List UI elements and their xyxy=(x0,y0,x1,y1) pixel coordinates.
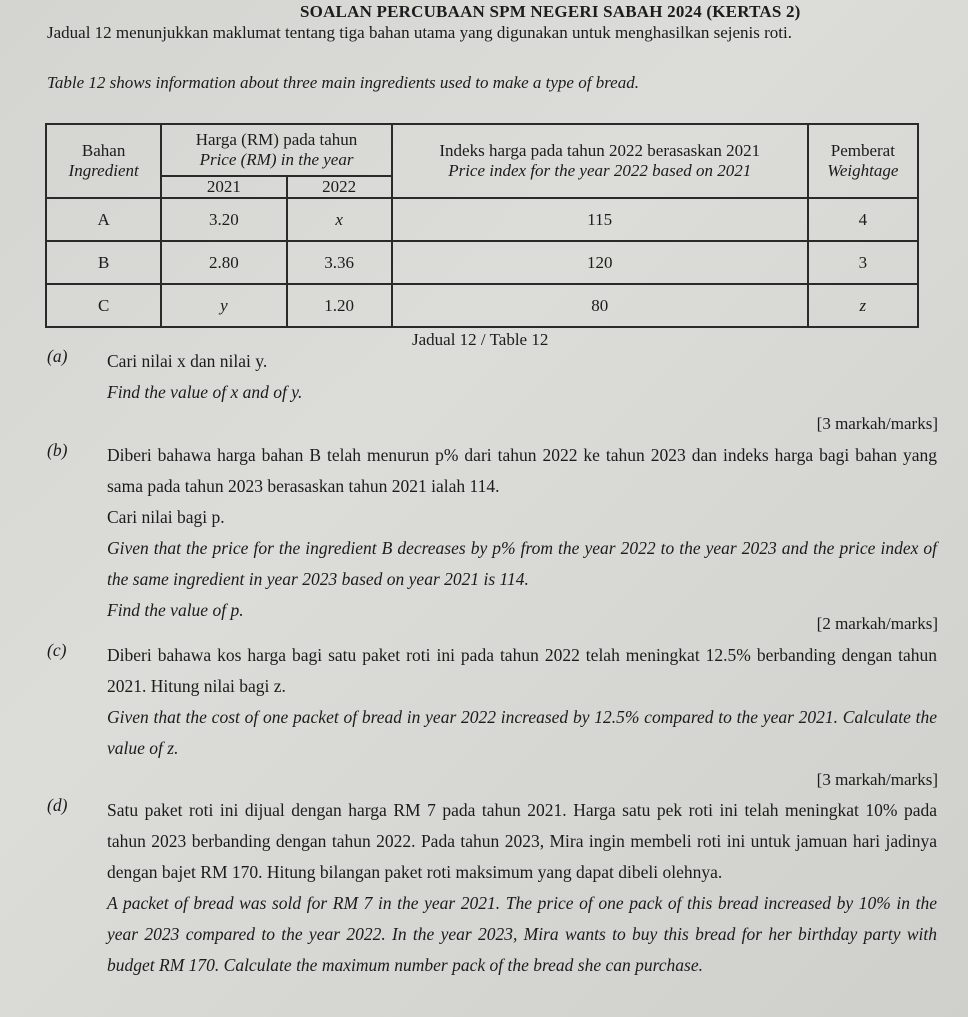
header-ingredient-en: Ingredient xyxy=(68,161,139,180)
cell-price-2022: x xyxy=(287,198,392,241)
question-malay: Diberi bahawa harga bahan B telah menurun p% dari tahun 2022 ke tahun 2023 dan indeks harga bagi bahan yang sama pada tahun 2023 berasaskan tahun 2021 ialah 114. xyxy=(107,445,937,496)
header-index-ms: Indeks harga pada tahun 2022 berasaskan 2021 xyxy=(439,141,761,160)
table-row xyxy=(46,241,918,284)
header-price-ms: Harga (RM) pada tahun xyxy=(195,130,358,149)
cell-price-2022: 1.20 xyxy=(287,284,392,327)
cell-price-2021: 3.20 xyxy=(161,198,286,241)
header-price xyxy=(161,124,392,176)
cell-ingredient: C xyxy=(46,284,161,327)
cell-index: 120 xyxy=(392,241,808,284)
intro-english: Table 12 shows information about three main ingredients used to make a type of bread. xyxy=(47,73,639,92)
question-label: (d) xyxy=(47,795,68,815)
question-english: Given that the cost of one packet of bread in year 2022 increased by 12.5% compared to the year 2021. Calculate the value of z. xyxy=(107,707,937,758)
table-row xyxy=(46,284,918,327)
marks-b: [2 markah/marks] xyxy=(816,614,938,633)
question-label: (b) xyxy=(47,440,68,460)
cell-index: 115 xyxy=(392,198,808,241)
question-english: Find the value of x and of y. xyxy=(107,382,303,402)
cell-ingredient: A xyxy=(46,198,161,241)
paper-title: SOALAN PERCUBAAN SPM NEGERI SABAH 2024 (KERTAS 2) xyxy=(300,2,801,21)
cell-weight: 3 xyxy=(808,241,918,284)
header-index-en: Price index for the year 2022 based on 2021 xyxy=(448,161,752,180)
cell-index: 80 xyxy=(392,284,808,327)
question-english: A packet of bread was sold for RM 7 in the year 2021. The price of one pack of this bread increased by 10% in the year 2023 compared to the year 2022. In the year 2023, Mira wants to buy this bread for her birthday party with budget RM 170. Calculate the maximum number pack of the bread she can purchase. xyxy=(107,893,937,975)
intro-malay: Jadual 12 menunjukkan maklumat tentang tiga bahan utama yang digunakan untuk menghasilkan sejenis roti. xyxy=(47,23,792,42)
header-price-en: Price (RM) in the year xyxy=(199,150,354,169)
question-malay-2: Cari nilai bagi p. xyxy=(107,507,225,527)
marks-c: [3 markah/marks] xyxy=(816,770,938,789)
question-c xyxy=(47,640,937,764)
header-weight-ms: Pemberat xyxy=(830,141,895,160)
header-weightage xyxy=(808,124,918,198)
marks-a: [3 markah/marks] xyxy=(816,414,938,433)
header-index xyxy=(392,124,808,198)
cell-weight: 4 xyxy=(808,198,918,241)
question-english: Given that the price for the ingredient B decreases by p% from the year 2022 to the year 2023 and the price index of the same ingredient in year 2023 based on year 2021 is 114. xyxy=(107,538,937,589)
header-weight-en: Weightage xyxy=(827,161,899,180)
header-year-2022: 2022 xyxy=(287,176,392,198)
cell-price-2021: y xyxy=(161,284,286,327)
header-ingredient-ms: Bahan xyxy=(81,141,126,160)
ingredients-table xyxy=(45,123,919,328)
table-row xyxy=(46,198,918,241)
question-malay: Satu paket roti ini dijual dengan harga RM 7 pada tahun 2021. Harga satu pek roti ini telah meningkat 10% pada tahun 2023 berbanding dengan tahun 2022. Pada tahun 2023, Mira ingin membeli roti ini untuk jamuan hari jadinya dengan bajet RM 170. Hitung bilangan paket roti maksimum yang dapat dibeli olehnya. xyxy=(107,800,937,882)
question-a xyxy=(47,346,937,408)
question-malay: Diberi bahawa kos harga bagi satu paket roti ini pada tahun 2022 telah meningkat 12.5% berbanding dengan tahun 2021. Hitung nilai bagi z. xyxy=(107,645,937,696)
cell-price-2021: 2.80 xyxy=(161,241,286,284)
header-ingredient xyxy=(46,124,161,198)
question-label: (c) xyxy=(47,640,67,660)
header-year-2021: 2021 xyxy=(161,176,286,198)
cell-price-2022: 3.36 xyxy=(287,241,392,284)
question-malay: Cari nilai x dan nilai y. xyxy=(107,351,268,371)
cell-ingredient: B xyxy=(46,241,161,284)
question-label: (a) xyxy=(47,346,68,366)
cell-weight: z xyxy=(808,284,918,327)
question-english-2: Find the value of p. xyxy=(107,600,244,620)
table-caption: Jadual 12 / Table 12 xyxy=(412,330,549,349)
question-d xyxy=(47,795,937,981)
question-b xyxy=(47,440,937,626)
